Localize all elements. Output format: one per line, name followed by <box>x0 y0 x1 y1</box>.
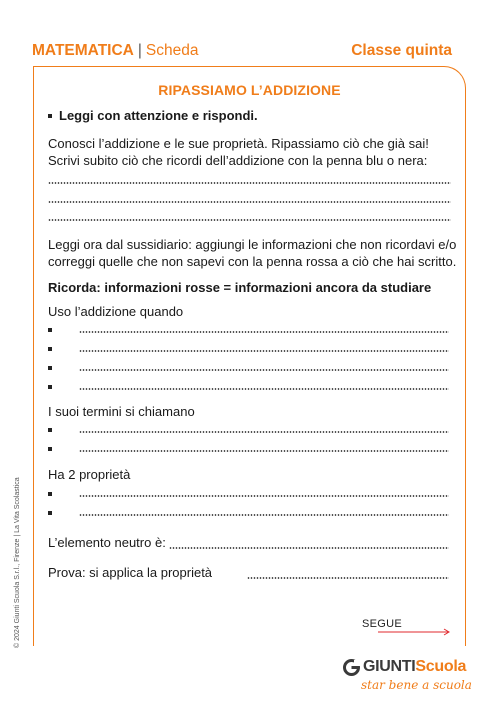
arrow-right-icon <box>378 628 452 636</box>
list-bullet-icon <box>48 492 52 496</box>
list-bullet-icon <box>48 428 52 432</box>
header-separator: | <box>137 42 142 59</box>
list-bullet-icon <box>48 447 52 451</box>
section-use-label: Uso l’addizione quando <box>48 304 184 319</box>
proof-label: Prova: si applica la proprietà <box>48 565 213 580</box>
brand-accent: Scuola <box>415 658 467 675</box>
list-bullet-icon <box>48 347 52 351</box>
brand-main: GIUNTI <box>363 658 416 675</box>
answer-line[interactable] <box>48 201 451 203</box>
page-header-subject <box>32 42 199 60</box>
answer-line[interactable] <box>169 547 449 549</box>
answer-line[interactable] <box>79 431 449 433</box>
answer-line[interactable] <box>79 514 449 516</box>
brand-name <box>363 658 466 676</box>
answer-line[interactable] <box>79 369 449 371</box>
giunti-scuola-logo <box>343 658 472 698</box>
answer-line[interactable] <box>79 350 449 352</box>
reminder-text: Ricorda: informazioni rosse = informazioni ancora da studiare <box>48 280 432 295</box>
answer-line[interactable] <box>48 182 451 184</box>
answer-line[interactable] <box>247 577 449 579</box>
intro-line-2: Scrivi subito ciò che ricordi dell’addizione con la penna blu o nera: <box>48 153 428 168</box>
answer-line[interactable] <box>79 495 449 497</box>
worksheet-card <box>33 66 466 646</box>
list-bullet-icon <box>48 385 52 389</box>
section-terms-label: I suoi termini si chiamano <box>48 404 195 419</box>
answer-line[interactable] <box>48 219 451 221</box>
section-properties-label: Ha 2 proprietà <box>48 467 131 482</box>
answer-line[interactable] <box>79 450 449 452</box>
instruction-bullet-icon <box>48 114 52 118</box>
brand-tagline: star bene a scuola <box>361 678 472 692</box>
list-bullet-icon <box>48 366 52 370</box>
instruction-text: Leggi con attenzione e rispondi. <box>59 108 258 123</box>
list-bullet-icon <box>48 511 52 515</box>
sheet-type-label: Scheda <box>145 42 199 59</box>
read-line-2: correggi quelle che non sapevi con la penna rossa a ciò che hai scritto. <box>48 254 457 269</box>
answer-line[interactable] <box>79 331 449 333</box>
copyright-notice: © 2024 Giunti Scuola S.r.l., Firenze | La Vita Scolastica <box>14 477 21 648</box>
neutral-element-label: L’elemento neutro è: <box>48 535 166 550</box>
subject-label: MATEMATICA <box>32 42 134 59</box>
grade-label: Classe quinta <box>351 42 452 59</box>
worksheet-title: RIPASSIAMO L’ADDIZIONE <box>158 82 341 98</box>
intro-line-1: Conosci l’addizione e le sue proprietà. Ripassiamo ciò che già sai! <box>48 136 429 151</box>
instruction <box>48 107 451 125</box>
giunti-logo-icon <box>343 659 360 676</box>
answer-line[interactable] <box>79 388 449 390</box>
next-page-link[interactable]: SEGUE <box>362 618 403 630</box>
list-bullet-icon <box>48 328 52 332</box>
read-line-1: Leggi ora dal sussidiario: aggiungi le informazioni che non ricordavi e/o <box>48 237 457 252</box>
